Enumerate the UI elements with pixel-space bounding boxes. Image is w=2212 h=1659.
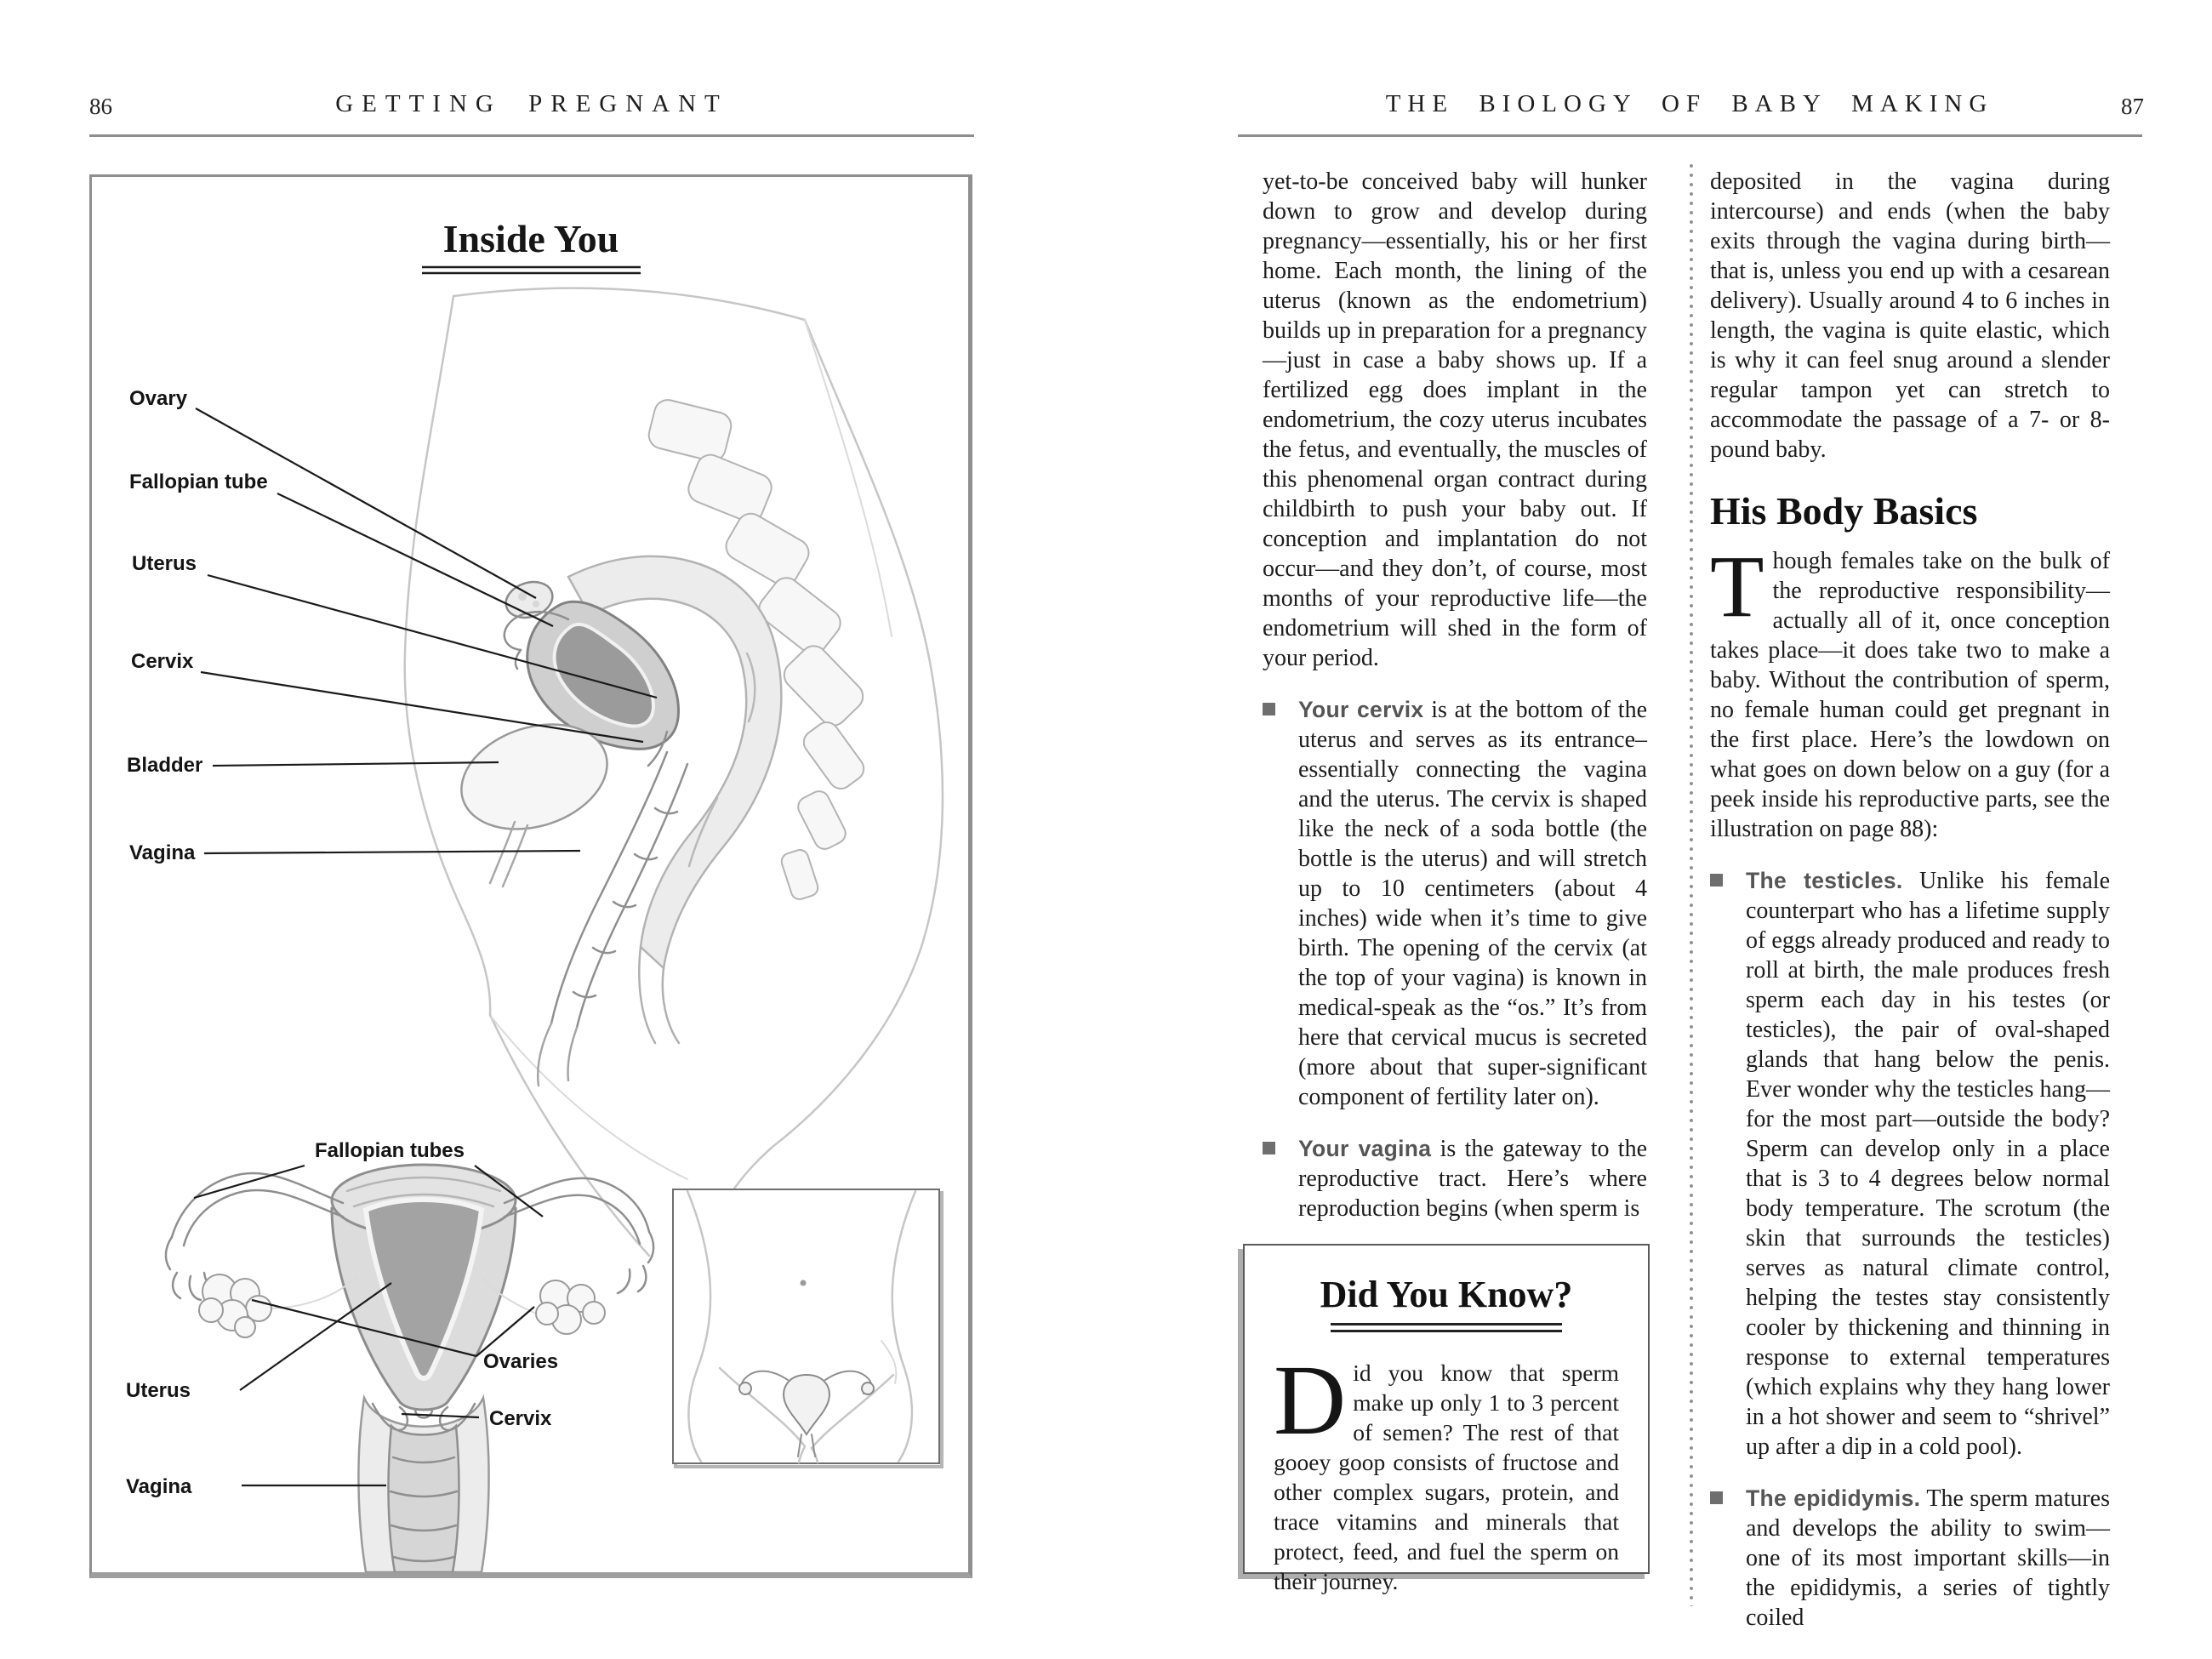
- bullet-text: Unlike his female counterpart who has a lifetime supply of eggs already produced and ready to roll at birth, the male produces fresh sperm each day in his testes (or testicles), the pair of oval-shaped glands that hang below the penis. Ever wonder why the testicles hang—for the most part—outside the body? Sperm can develop only in a place that is 3 to 4 degrees below normal body temperature. The scrotum (the skin that surrounds the testicles) serves as natural climate control, helping the testes stay consistently cooler by thickening and thinning in response to external temperatures (which explains why they hang lower in a hot shower and seem to “shrivel” up after a dip in a cold pool).: [1746, 868, 2110, 1460]
- bullet-lead: Your vagina: [1298, 1136, 1432, 1161]
- label-fallopian-tube: Fallopian tube: [129, 470, 268, 493]
- label-cervix-front: Cervix: [489, 1407, 552, 1430]
- bullet-text: is the gateway to the reproductive tract. Here’s where reproduction begins (when sperm is: [1298, 1136, 1648, 1222]
- page-number-right: 87: [2121, 94, 2144, 119]
- vagina-front-canal: [389, 1426, 459, 1572]
- bullet-text: is at the bottom of the uterus and serves as its entrance–essentially connecting the vagina and the uterus. The cervix is shaped like the neck of a soda bottle (the bottle is the uterus) and will stretch up to 10 centimeters (about 4 inches) wide when it’s time to give birth. The opening of the cervix (at the top of your vagina) is known in medical-speak as the “os.” It’s from here that cervical mucus is secreted (more about that super-significant component of fertility later on).: [1298, 697, 1647, 1110]
- label-fallopian-tubes: Fallopian tubes: [314, 1139, 465, 1162]
- square-bullet-icon: [1710, 1491, 1723, 1504]
- square-bullet-icon: [1710, 874, 1723, 887]
- label-ovary: Ovary: [129, 387, 188, 410]
- square-bullet-icon: [1263, 703, 1275, 715]
- header-rule-right: [1238, 134, 2142, 137]
- drop-cap: T: [1710, 538, 1764, 636]
- label-ovaries: Ovaries: [483, 1350, 559, 1373]
- side-view-art: [405, 288, 943, 1256]
- paragraph-dropcap: Though females take on the bulk of the reproductive responsibility—actually all of it, once conception takes place—it does take two to make a baby. Without the contribution of sperm, no female human could get pregnant in the first place. Here’s the lowdown on what goes on down below on a guy (for a peek inside his reproductive parts, see the illustration on page 88):: [1710, 538, 2110, 842]
- label-vagina-front: Vagina: [126, 1475, 192, 1498]
- bullet-your-cervix: [1263, 695, 1647, 1112]
- did-you-know-title: Did You Know?: [1320, 1274, 1573, 1315]
- bullet-lead: The testicles.: [1746, 868, 1903, 893]
- label-uterus-front: Uterus: [126, 1379, 191, 1402]
- did-you-know-box: [1243, 1244, 1650, 1594]
- bullet-lead: Your cervix: [1298, 697, 1424, 722]
- label-cervix-side: Cervix: [131, 650, 194, 673]
- header-rule-left: [89, 134, 974, 137]
- front-view-art: [166, 1165, 653, 1572]
- bullet-lead: The epididymis.: [1746, 1485, 1921, 1511]
- section-heading: His Body Basics: [1710, 489, 1978, 533]
- drop-cap: D: [1274, 1344, 1347, 1456]
- column-1: [1263, 167, 1647, 1223]
- label-bladder: Bladder: [127, 754, 203, 777]
- page-number-left: 86: [89, 94, 112, 119]
- title-double-rule: [1331, 1323, 1562, 1332]
- column-2: [1710, 167, 2110, 1633]
- figure-title: Inside You: [442, 217, 619, 260]
- bullet-epididymis: [1710, 1484, 2110, 1633]
- square-bullet-icon: [1263, 1142, 1275, 1154]
- bullet-text: The sperm matures and develops the ability to swim—one of its most important skills—in the epididymis, a series of tightly coiled: [1746, 1485, 2111, 1631]
- did-you-know-body: Did you know that sperm make up only 1 to 3 percent of semen? The rest of that gooey goop consists of fructose and other complex sugars, protein, and trace vitamins and minerals that protect, feed, and fuel the sperm on their journey.: [1274, 1344, 1619, 1594]
- running-head-right: THE BIOLOGY OF BABY MAKING: [1385, 90, 1994, 117]
- anatomy-illustration: [92, 177, 968, 1572]
- inset-figure: [673, 1189, 942, 1467]
- bullet-your-vagina: [1263, 1134, 1647, 1223]
- running-head-left: GETTING PREGNANT: [335, 90, 728, 117]
- paragraph: deposited in the vagina during intercourse) and ends (when the baby exits through the vagina during birth—that is, unless you end up with a cesarean delivery). Usually around 4 to 6 inches in length, the vagina is quite elastic, which is why it can feel snug around a slender regular tampon yet can stretch to accommodate the passage of a 7- or 8-pound baby.: [1710, 168, 2110, 463]
- label-uterus-side: Uterus: [132, 552, 197, 575]
- paragraph: yet-to-be conceived baby will hunker down to grow and develop during pregnancy—essentially, his or her first home. Each month, the lining of the uterus (known as the endometrium) builds up in preparation for a pregnancy—just in case a baby shows up. If a fertilized egg does implant in the endometrium, the cozy uterus incubates the fetus, and eventually, the muscles of this phenomenal organ contract during childbirth to push your baby out. If conception and implantation do not occur—and they don’t, of course, most months of your reproductive life—the endometrium will shed in the form of your period.: [1263, 168, 1647, 671]
- bullet-testicles: [1710, 866, 2110, 1462]
- anatomy-figure-box: [89, 174, 972, 1578]
- label-vagina-side: Vagina: [129, 841, 196, 864]
- column-divider: [1690, 163, 1693, 1606]
